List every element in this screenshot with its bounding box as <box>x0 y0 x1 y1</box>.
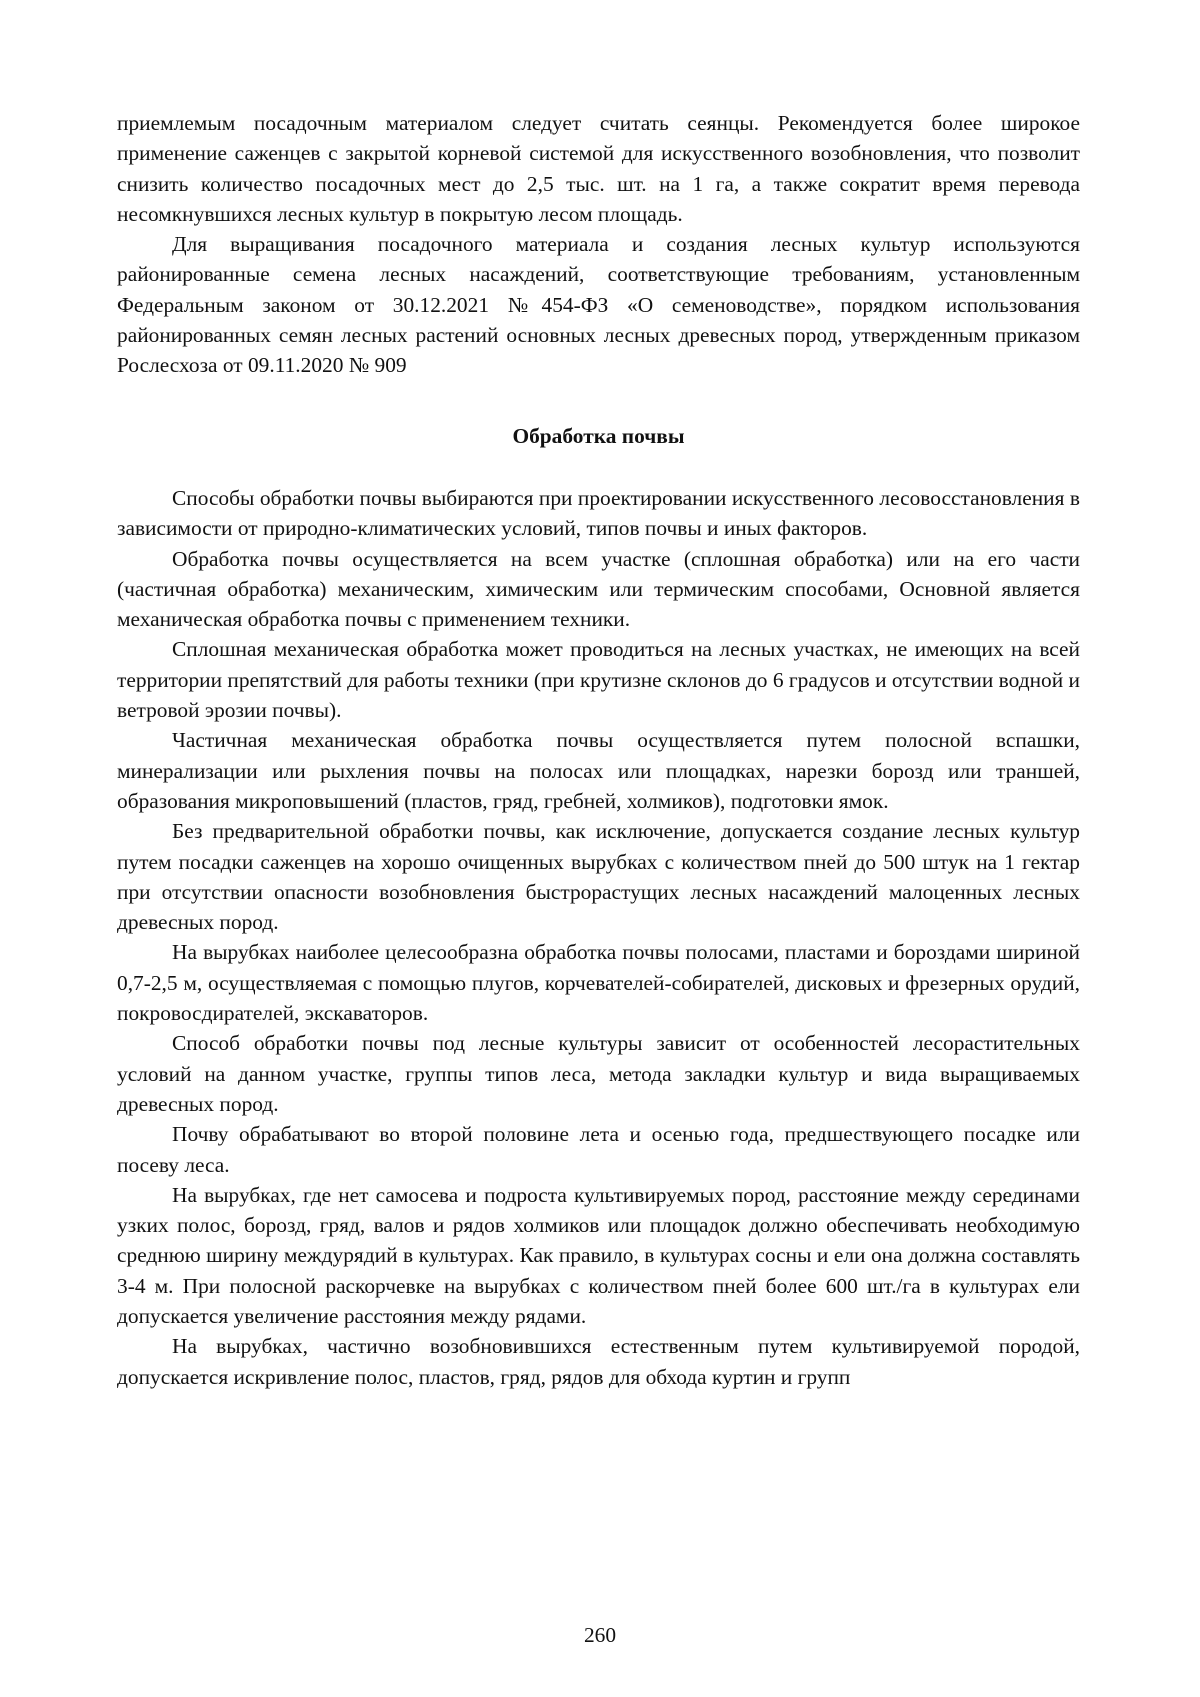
paragraph: Обработка почвы осуществляется на всем участке (сплошная обработка) или на его части (частичная обработка) механическим, химическим или термическим способами, Основной является механическая обработка почвы с применением техники. <box>117 546 1080 632</box>
paragraph: На вырубках, где нет самосева и подроста культивируемых пород, расстояние между серединами узких полос, борозд, гряд, валов и рядов холмиков или площадок должно обеспечивать необходимую среднюю ширину междурядий в культурах. Как правило, в культурах сосны и ели она должна составлять 3-4 м. При полосной раскорчевке на вырубках с количеством пней более 600 шт./га в культурах ели допускается увеличение расстояния между рядами. <box>117 1182 1080 1328</box>
page-content <box>117 108 1080 1392</box>
spacer <box>117 381 1080 421</box>
paragraph: На вырубках, частично возобновившихся естественным путем культивируемой породой, допускается искривление полос, пластов, гряд, рядов для обхода куртин и групп <box>117 1334 1080 1389</box>
paragraph: Сплошная механическая обработка может проводиться на лесных участках, не имеющих на всей территории препятствий для работы техники (при крутизне склонов до 6 градусов и отсутствии водной и ветровой эрозии почвы). <box>117 637 1080 723</box>
page-number: 260 <box>583 1623 617 1647</box>
paragraph-seed-requirements: Для выращивания посадочного материала и создания лесных культур используются районированные семена лесных насаждений, соответствующие требованиям, установленным Федеральным законом от 30.12.2021 №454-ФЗ «О семеноводстве», порядком использования районированных семян лесных растений основных лесных древесных пород, утвержденным приказом Рослесхоза от 09.11.2020 № 909 <box>117 232 1080 378</box>
paragraph: Частичная механическая обработка почвы осуществляется путем полосной вспашки, минерализации или рыхления почвы на полосах или площадках, нарезки борозд или траншей, образования микроповышений (пластов, гряд, гребней, холмиков), подготовки ямок. <box>117 728 1080 813</box>
paragraph: Почву обрабатывают во второй половине лета и осенью года, предшествующего посадке или посеву леса. <box>117 1122 1080 1177</box>
paragraph: Способы обработки почвы выбираются при проектировании искусственного лесовосстановления в зависимости от природно-климатических условий, типов почвы и иных факторов. <box>117 485 1080 541</box>
paragraph: Способ обработки почвы под лесные культуры зависит от особенностей лесорастительных условий на данном участке, группы типов леса, метода закладки культур и вида выращиваемых древесных пород. <box>117 1031 1080 1116</box>
paragraph: Без предварительной обработки почвы, как исключение, допускается создание лесных культур путем посадки саженцев на хорошо очищенных вырубках с количеством пней до 500 штук на 1 гектар при отсутствии опасности возобновления быстрорастущих лесных насаждений малоценных лесных древесных пород. <box>117 819 1080 935</box>
paragraph: На вырубках наиболее целесообразна обработка почвы полосами, пластами и бороздами шириной 0,7-2,5 м, осуществляемая с помощью плугов, корчевателей-собирателей, дисковых и фрезерных орудий, покровосдирателей, экскаваторов. <box>117 940 1080 1026</box>
spacer <box>117 451 1080 483</box>
section-heading: Обработка почвы <box>512 423 685 448</box>
paragraph-continued: приемлемым посадочным материалом следует считать сеянцы. Рекомендуется более широкое применение саженцев с закрытой корневой системой для искусственного возобновления, что позволит снизить количество посадочных мест до 2,5 тыс. шт. на 1 га, а также сократит время перевода несомкнувшихся лесных культур в покрытую лесом площадь. <box>117 111 1080 226</box>
